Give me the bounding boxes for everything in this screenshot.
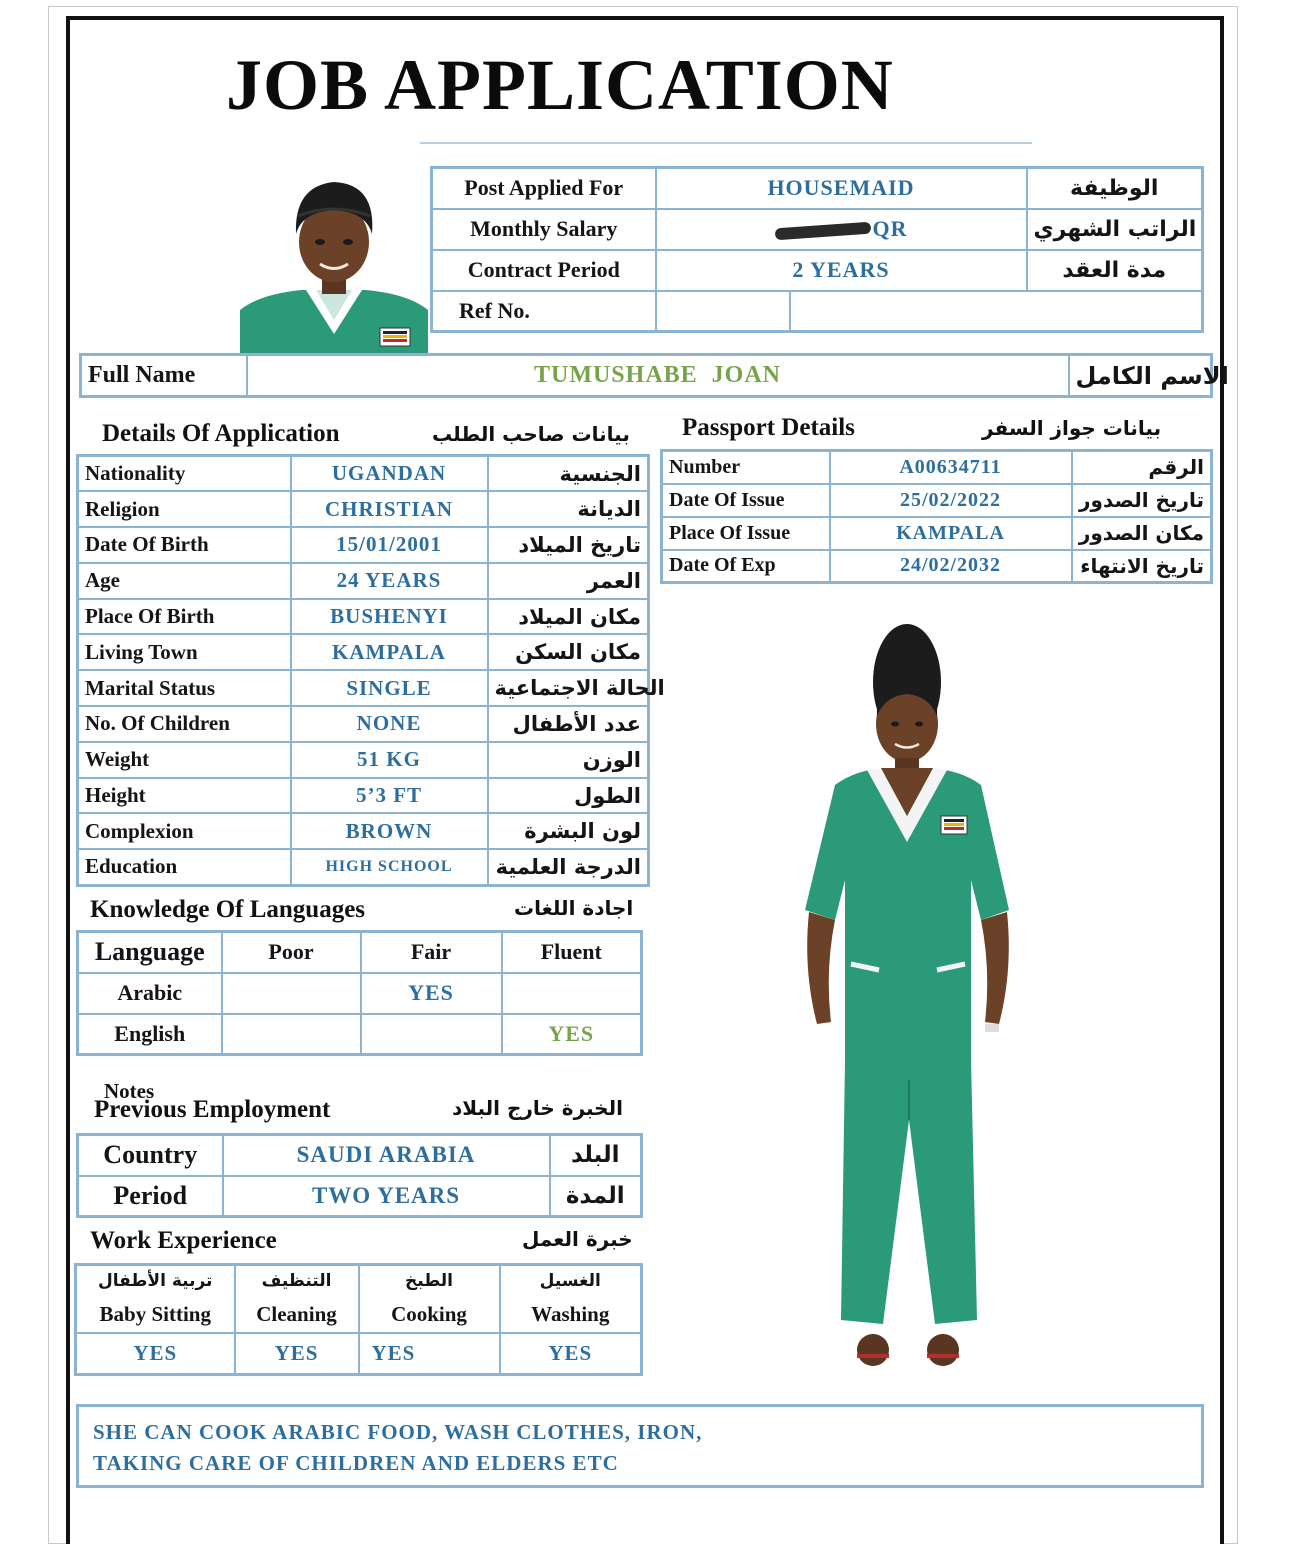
- country-row: [78, 1135, 642, 1176]
- contract-arabic: مدة العقد: [1027, 250, 1203, 291]
- country-label: Country: [78, 1135, 223, 1176]
- detail-value: BROWN: [291, 813, 488, 849]
- salary-arabic: الراتب الشهري: [1027, 209, 1203, 250]
- detail-row: [78, 563, 649, 599]
- salary-redaction-scribble: [774, 222, 871, 241]
- ref-label: Ref No.: [432, 291, 656, 332]
- languages-heading: Knowledge Of Languages: [90, 896, 366, 923]
- skill-label: Washing: [500, 1297, 642, 1333]
- salary-currency: QR: [872, 216, 908, 241]
- language-name: Arabic: [78, 973, 222, 1014]
- applicant-details-table: [76, 454, 665, 887]
- detail-value: HIGH SCHOOL: [291, 849, 488, 885]
- applicant-full-body-photo: [795, 620, 1020, 1380]
- salary-value: [656, 209, 1027, 250]
- column-fluent: Fluent: [502, 932, 642, 973]
- detail-arabic: مكان الميلاد: [488, 599, 649, 635]
- work-experience-heading-arabic: خبرة العمل: [522, 1227, 633, 1251]
- languages-header-row: [78, 932, 642, 973]
- passport-label: Number: [662, 451, 830, 484]
- period-arabic: المدة: [550, 1176, 642, 1217]
- ref-value: [656, 291, 790, 332]
- applicant-headshot-photo: [240, 172, 428, 354]
- detail-value: KAMPALA: [291, 634, 488, 670]
- detail-arabic: العمر: [488, 563, 649, 599]
- previous-employment-table: [76, 1133, 643, 1218]
- passport-arabic: تاريخ الصدور: [1072, 484, 1212, 517]
- skill-value: YES: [500, 1333, 642, 1375]
- country-value: SAUDI ARABIA: [223, 1135, 550, 1176]
- detail-row: [78, 670, 649, 706]
- detail-arabic: الجنسية: [488, 456, 649, 492]
- salary-label: Monthly Salary: [432, 209, 656, 250]
- language-poor: [222, 1014, 361, 1055]
- passport-value: KAMPALA: [830, 517, 1072, 550]
- full-name-row: [81, 355, 1212, 397]
- passport-label: Date Of Issue: [662, 484, 830, 517]
- passport-row: [662, 451, 1212, 484]
- language-poor: [222, 973, 361, 1014]
- detail-arabic: تاريخ الميلاد: [488, 527, 649, 563]
- skill-value: YES: [76, 1333, 235, 1375]
- post-row: [432, 168, 1203, 209]
- detail-row: [78, 813, 649, 849]
- details-heading: Details Of Application: [102, 420, 340, 447]
- detail-label: Living Town: [78, 634, 291, 670]
- passport-arabic: مكان الصدور: [1072, 517, 1212, 550]
- period-label: Period: [78, 1176, 223, 1217]
- detail-arabic: مكان السكن: [488, 634, 649, 670]
- detail-arabic: الحالة الاجتماعية: [488, 670, 649, 706]
- detail-arabic: الطول: [488, 778, 649, 814]
- language-fluent: YES: [502, 1014, 642, 1055]
- passport-heading-arabic: بيانات جواز السفر: [982, 416, 1162, 440]
- ref-row: [432, 291, 1203, 332]
- contract-label: Contract Period: [432, 250, 656, 291]
- languages-heading-arabic: اجادة اللغات: [514, 896, 634, 920]
- full-name-label: Full Name: [81, 355, 247, 397]
- detail-row: [78, 778, 649, 814]
- column-fair: Fair: [361, 932, 502, 973]
- detail-label: Marital Status: [78, 670, 291, 706]
- contract-row: [432, 250, 1203, 291]
- detail-value: 24 YEARS: [291, 563, 488, 599]
- detail-arabic: الديانة: [488, 491, 649, 527]
- country-arabic: البلد: [550, 1135, 642, 1176]
- detail-row: [78, 527, 649, 563]
- passport-details-table: [660, 449, 1213, 584]
- language-row-english: [78, 1014, 642, 1055]
- notes-line-2: TAKING CARE OF CHILDREN AND ELDERS ETC: [93, 1451, 619, 1475]
- detail-row: [78, 742, 649, 778]
- detail-row: [78, 706, 649, 742]
- contract-value: 2 YEARS: [656, 250, 1027, 291]
- language-fluent: [502, 973, 642, 1014]
- skill-label-row: [76, 1297, 642, 1333]
- detail-label: Complexion: [78, 813, 291, 849]
- column-poor: Poor: [222, 932, 361, 973]
- column-language: Language: [78, 932, 222, 973]
- language-row-arabic: [78, 973, 642, 1014]
- detail-row: [78, 456, 649, 492]
- passport-row: [662, 484, 1212, 517]
- post-details-table: [430, 166, 1204, 333]
- page-title: JOB APPLICATION: [226, 45, 894, 125]
- passport-heading: Passport Details: [682, 414, 855, 441]
- detail-label: Nationality: [78, 456, 291, 492]
- detail-row: [78, 599, 649, 635]
- detail-row: [78, 849, 649, 885]
- detail-row: [78, 634, 649, 670]
- passport-value: A00634711: [830, 451, 1072, 484]
- detail-row: [78, 491, 649, 527]
- detail-value: 51 KG: [291, 742, 488, 778]
- detail-arabic: الدرجة العلمية: [488, 849, 649, 885]
- skill-value: YES: [235, 1333, 359, 1375]
- passport-value: 24/02/2032: [830, 550, 1072, 583]
- detail-label: Weight: [78, 742, 291, 778]
- language-fair: YES: [361, 973, 502, 1014]
- period-row: [78, 1176, 642, 1217]
- passport-arabic: تاريخ الانتهاء: [1072, 550, 1212, 583]
- salary-row: [432, 209, 1203, 250]
- full-name-value: TUMUSHABE JOAN: [247, 355, 1069, 397]
- detail-value: SINGLE: [291, 670, 488, 706]
- skill-label: Baby Sitting: [76, 1297, 235, 1333]
- skill-arabic: تربية الأطفال: [76, 1265, 235, 1297]
- previous-employment-heading: Previous Employment: [94, 1096, 331, 1123]
- passport-value: 25/02/2022: [830, 484, 1072, 517]
- detail-arabic: لون البشرة: [488, 813, 649, 849]
- period-value: TWO YEARS: [223, 1176, 550, 1217]
- detail-label: Age: [78, 563, 291, 599]
- passport-label: Place Of Issue: [662, 517, 830, 550]
- detail-arabic: عدد الأطفال: [488, 706, 649, 742]
- language-fair: [361, 1014, 502, 1055]
- skill-arabic: الغسيل: [500, 1265, 642, 1297]
- skill-value: YES: [359, 1333, 500, 1375]
- post-label: Post Applied For: [432, 168, 656, 209]
- notes-small-label: Notes: [104, 1079, 155, 1103]
- detail-label: No. Of Children: [78, 706, 291, 742]
- detail-value: BUSHENYI: [291, 599, 488, 635]
- detail-value: 15/01/2001: [291, 527, 488, 563]
- skill-label: Cooking: [359, 1297, 500, 1333]
- passport-row: [662, 517, 1212, 550]
- notes-line-1: SHE CAN COOK ARABIC FOOD, WASH CLOTHES, IRON,: [93, 1420, 703, 1444]
- post-arabic: الوظيفة: [1027, 168, 1203, 209]
- detail-value: UGANDAN: [291, 456, 488, 492]
- languages-table: [76, 930, 643, 1056]
- passport-row: [662, 550, 1212, 583]
- detail-label: Education: [78, 849, 291, 885]
- title-divider: [420, 142, 1032, 144]
- passport-label: Date Of Exp: [662, 550, 830, 583]
- skill-arabic: الطبخ: [359, 1265, 500, 1297]
- detail-label: Religion: [78, 491, 291, 527]
- detail-label: Date Of Birth: [78, 527, 291, 563]
- full-name-arabic: الاسم الكامل: [1069, 355, 1212, 397]
- work-experience-table: [74, 1263, 643, 1376]
- passport-arabic: الرقم: [1072, 451, 1212, 484]
- detail-label: Height: [78, 778, 291, 814]
- ref-extra-cell: [790, 291, 1203, 332]
- skill-label: Cleaning: [235, 1297, 359, 1333]
- notes-box: [76, 1404, 1204, 1488]
- skill-value-row: [76, 1333, 642, 1375]
- detail-value: 5’3 FT: [291, 778, 488, 814]
- skill-arabic-row: [76, 1265, 642, 1297]
- full-name-table: [79, 353, 1229, 398]
- detail-value: CHRISTIAN: [291, 491, 488, 527]
- language-name: English: [78, 1014, 222, 1055]
- work-experience-heading: Work Experience: [90, 1227, 277, 1254]
- detail-arabic: الوزن: [488, 742, 649, 778]
- post-value: HOUSEMAID: [656, 168, 1027, 209]
- detail-label: Place Of Birth: [78, 599, 291, 635]
- previous-employment-heading-arabic: الخبرة خارج البلاد: [452, 1096, 623, 1120]
- detail-value: NONE: [291, 706, 488, 742]
- skill-arabic: التنظيف: [235, 1265, 359, 1297]
- details-heading-arabic: بيانات صاحب الطلب: [432, 422, 630, 446]
